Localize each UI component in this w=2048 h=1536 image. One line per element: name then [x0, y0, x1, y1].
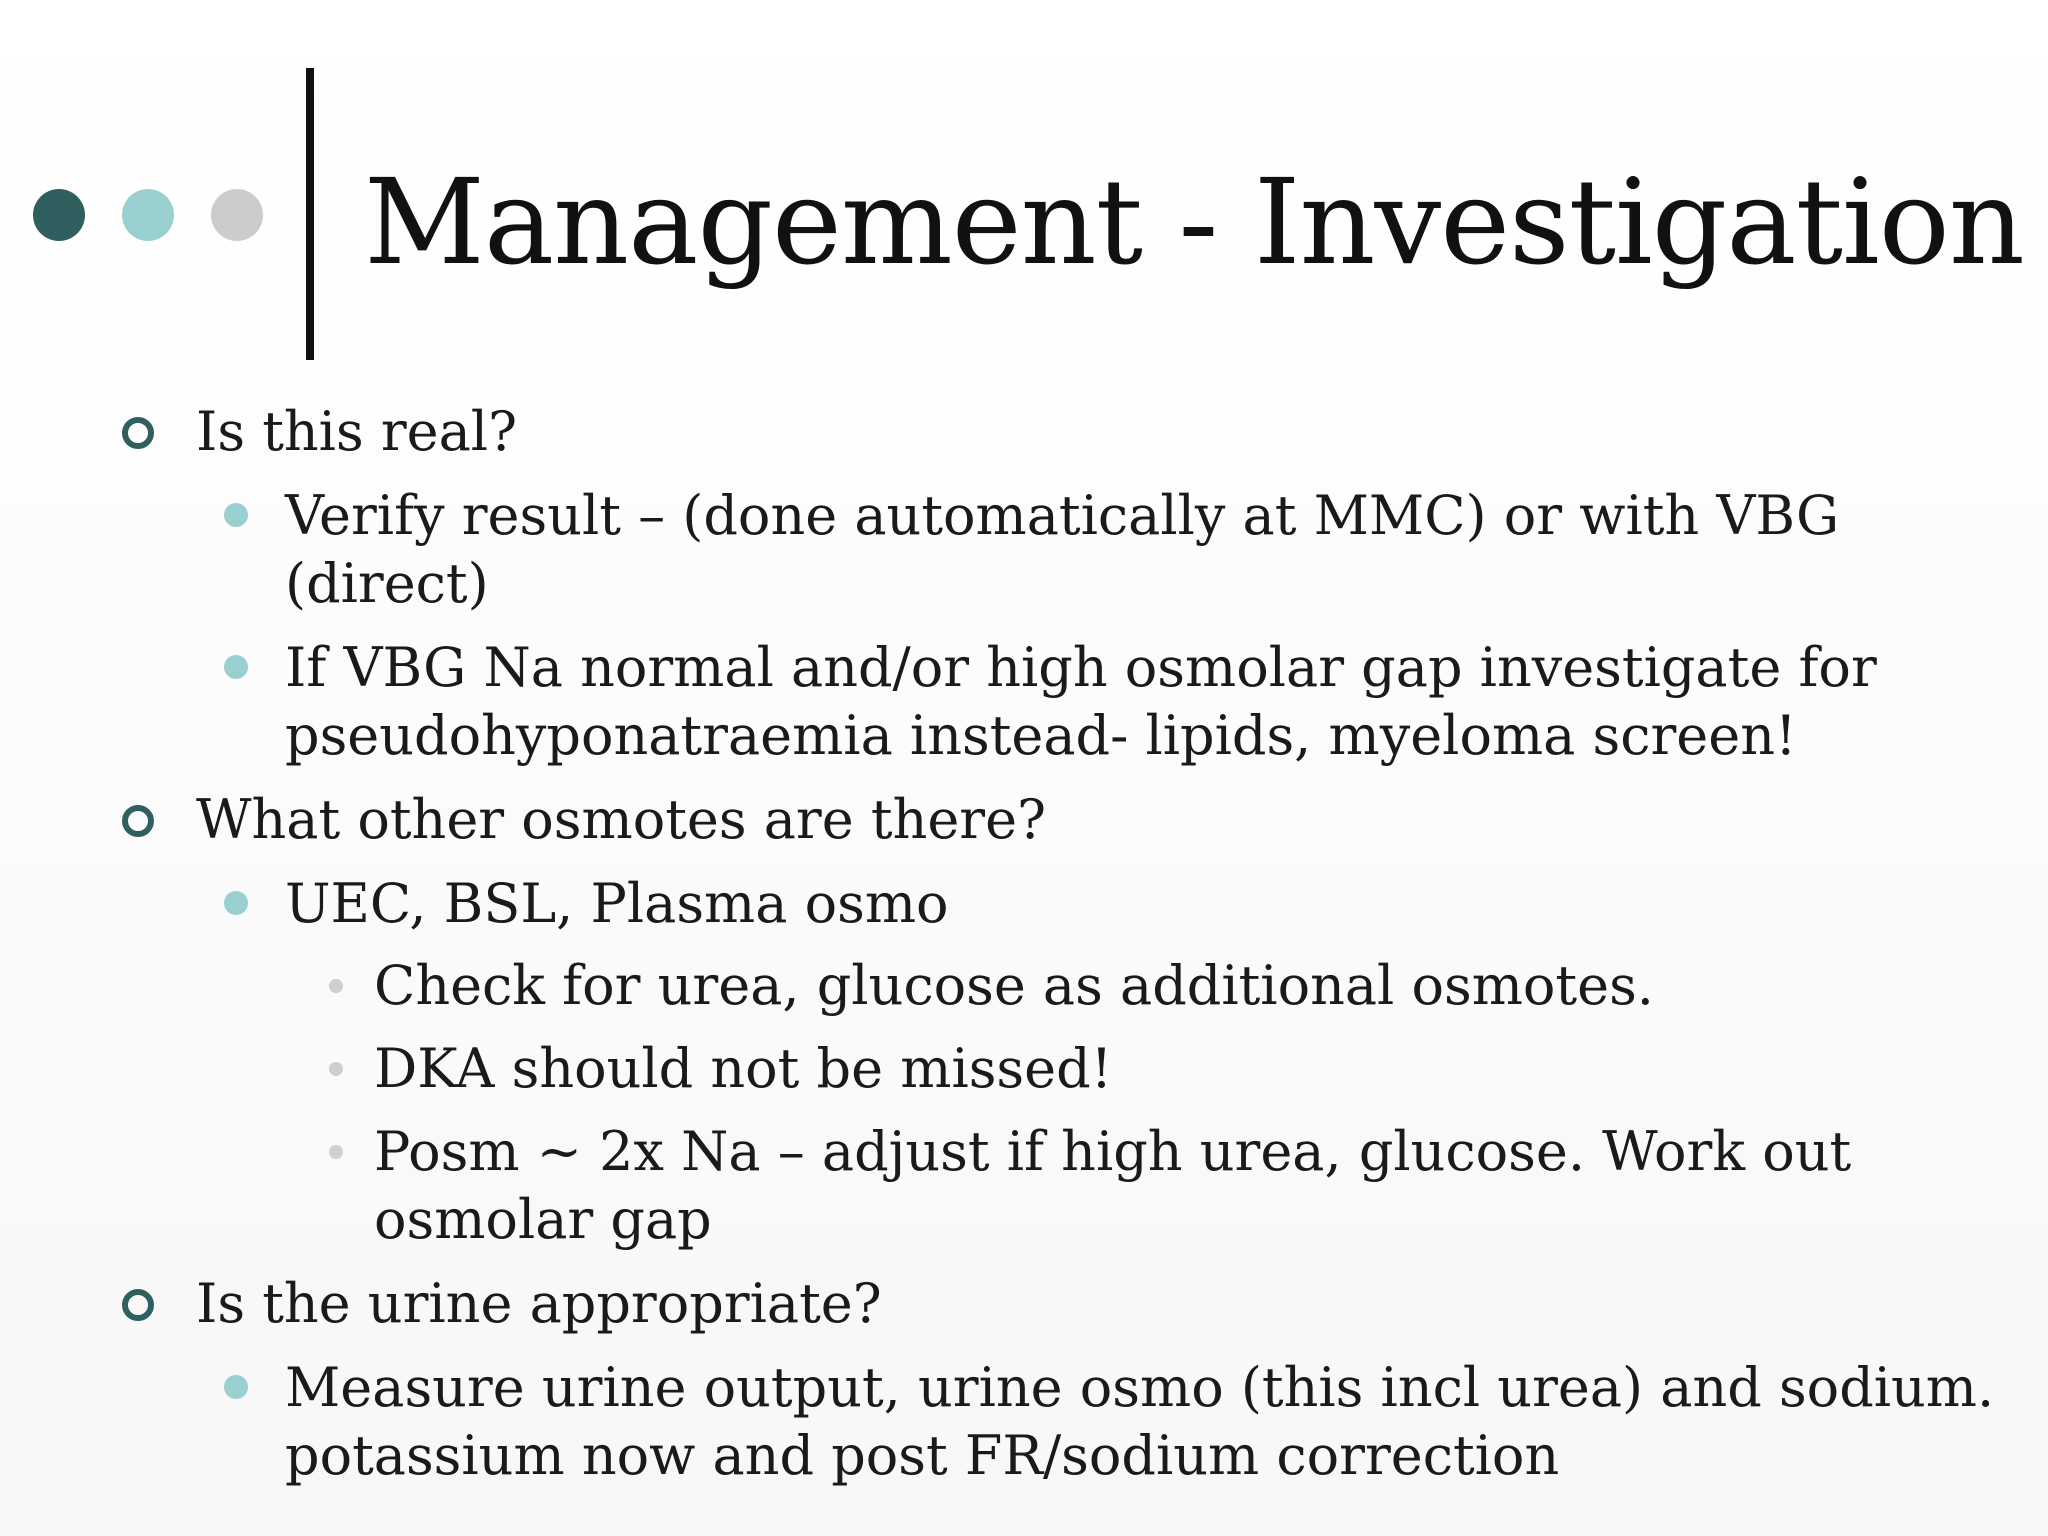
bullet-line: Posm ~ 2x Na – adjust if high urea, glucose. Work out [374, 1120, 1852, 1183]
bullet-line: pseudohyponatraemia instead- lipids, myeloma screen! [285, 704, 1797, 767]
bullet-line: Check for urea, glucose as additional osmotes. [374, 954, 1654, 1017]
bullet-line: potassium now and post FR/sodium correction [285, 1424, 1560, 1487]
bullet-line: UEC, BSL, Plasma osmo [285, 872, 949, 935]
level3-dot-bullet-icon [329, 1062, 343, 1076]
bullet-line: If VBG Na normal and/or high osmolar gap investigate for [285, 636, 1877, 699]
bullet-item-level3 [374, 952, 1654, 1020]
bullet-line: What other osmotes are there? [196, 788, 1047, 851]
level2-dot-bullet-icon [224, 891, 248, 915]
bullet-item-level2 [285, 482, 1839, 618]
bullet-item-level3 [374, 1118, 1851, 1254]
bullet-line: osmolar gap [374, 1188, 712, 1251]
bullet-line: Verify result – (done automatically at MMC) or with VBG [285, 484, 1840, 547]
bullet-line: Is this real? [196, 400, 518, 463]
level1-ring-bullet-icon [122, 1289, 154, 1321]
level3-dot-bullet-icon [329, 1145, 343, 1159]
bullet-line: Measure urine output, urine osmo (this incl urea) and sodium. [285, 1356, 1995, 1419]
bullet-item-level2 [285, 634, 1877, 770]
level2-dot-bullet-icon [224, 503, 248, 527]
bullet-item-level1 [196, 786, 1046, 854]
bullet-item-level2 [285, 870, 949, 938]
bullet-item-level2 [285, 1354, 1994, 1490]
bullet-item-level1 [196, 1270, 882, 1338]
level1-ring-bullet-icon [122, 417, 154, 449]
level2-dot-bullet-icon [224, 1375, 248, 1399]
level1-ring-bullet-icon [122, 805, 154, 837]
slide-title: Management - Investigation [364, 153, 2024, 291]
bullet-line: DKA should not be missed! [374, 1037, 1113, 1100]
level2-dot-bullet-icon [224, 655, 248, 679]
bullet-line: Is the urine appropriate? [196, 1272, 882, 1335]
level3-dot-bullet-icon [329, 979, 343, 993]
bullet-line: (direct) [285, 552, 489, 615]
bullet-item-level3 [374, 1035, 1112, 1103]
bullet-item-level1 [196, 398, 517, 466]
